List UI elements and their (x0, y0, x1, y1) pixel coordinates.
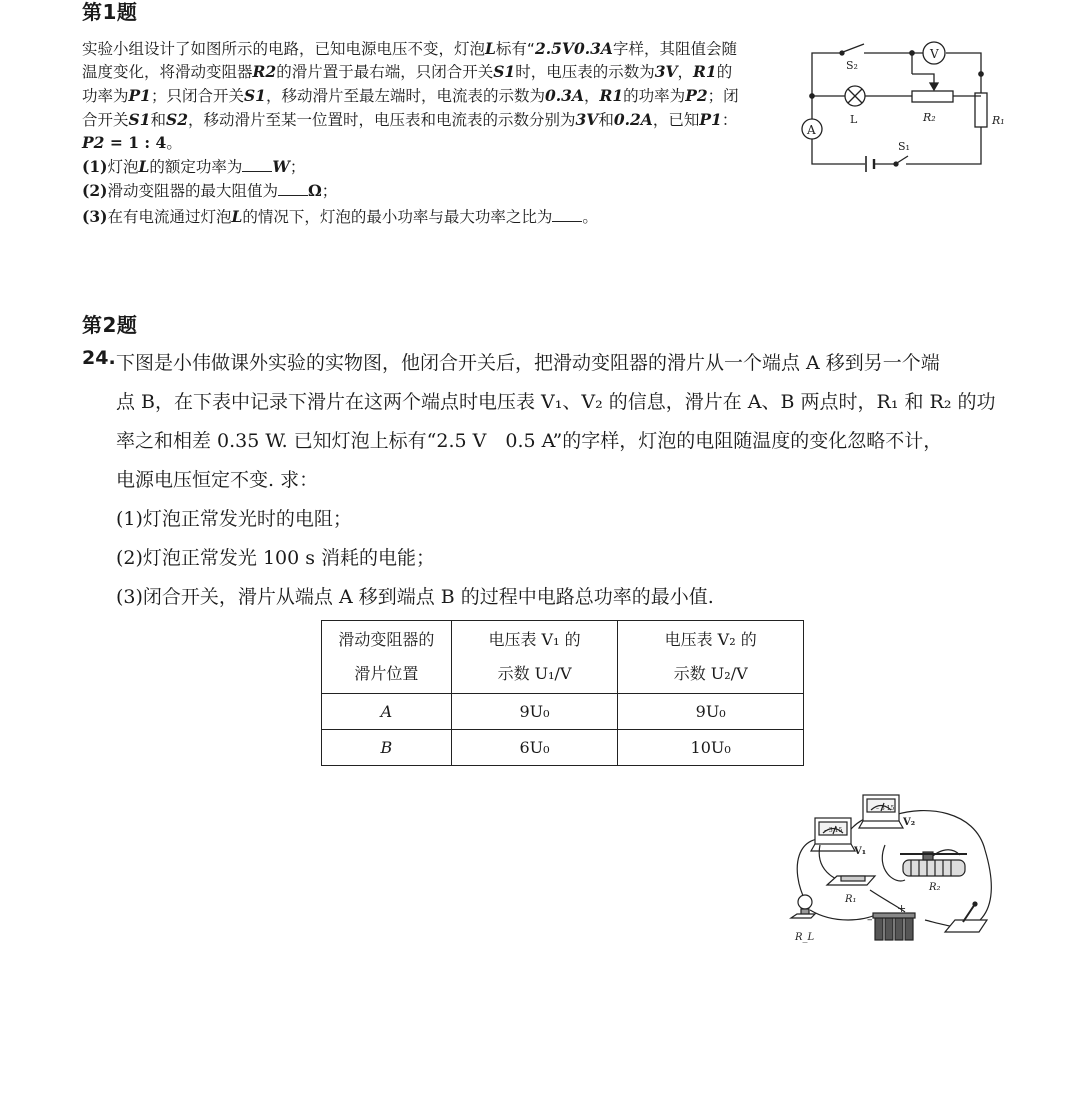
q1-line-3: 功率为P1；只闭合开关S1，移动滑片至最左端时，电流表的示数为0.3A，R1的功率为P2；闭 (82, 86, 739, 105)
switch-s2-label: S₂ (846, 59, 858, 72)
v2-label: V₂ (903, 817, 916, 828)
q2-subquestion-1: (1)灯泡正常发光时的电阻； (116, 508, 352, 530)
r2-label: R₂ (929, 882, 941, 893)
q1-circuit-diagram (798, 38, 1028, 178)
v2-scale-label: – 3 15 (876, 805, 895, 812)
r2-label: R₂ (923, 111, 936, 124)
table-cell: 10U₀ (618, 730, 804, 766)
table-cell: 9U₀ (451, 694, 618, 730)
answer-blank (552, 221, 582, 222)
lamp-rl (791, 895, 815, 918)
battery-pack (873, 913, 915, 940)
battery-minus-label: – (867, 913, 873, 926)
table-row (322, 730, 804, 766)
q2-apparatus-illustration (775, 790, 1005, 950)
switch-s1-label: S₁ (898, 140, 910, 153)
q2-data-table (321, 620, 804, 766)
q1-line-5: P2 = 1 : 4。 (82, 133, 182, 152)
q2-line-4: 电源电压恒定不变. 求： (116, 469, 319, 491)
table-cell: B (322, 730, 452, 766)
v1-scale-label: – 3 15 (824, 827, 843, 834)
q1-subquestion-2: (2)滑动变阻器的最大阻值为 Ω； (82, 181, 338, 200)
table-cell: 6U₀ (451, 730, 618, 766)
q1-subquestion-1: (1)灯泡L的额定功率为 W； (82, 157, 306, 176)
table-header-cell: 滑动变阻器的 滑片位置 (322, 621, 452, 694)
q2-number: 24. (82, 347, 116, 369)
q1-line-2: 温度变化，将滑动变阻器R2的滑片置于最右端，只闭合开关S1时，电压表的示数为3V，R1的 (82, 62, 733, 81)
q1-line-1: 实验小组设计了如图所示的电路，已知电源电压不变，灯泡L标有“2.5V0.3A字样，其阻值会随 (82, 39, 737, 58)
r1-label: R₁ (845, 894, 857, 905)
lamp-label: L (850, 113, 858, 126)
q2-subquestion-2: (2)灯泡正常发光 100 s 消耗的电能； (116, 547, 436, 569)
q2-line-1: 下图是小伟做课外实验的实物图，他闭合开关后，把滑动变阻器的滑片从一个端点 A 移到另一个端 (116, 352, 940, 374)
q1-line-4: 合开关S1和S2，移动滑片至某一位置时，电压表和电流表的示数分别为3V和0.2A，已知P1： (82, 110, 738, 129)
r1-label: R₁ (992, 114, 1005, 127)
q2-heading: 第2题 (82, 313, 138, 337)
table-header-row (322, 621, 804, 694)
table-header-cell: 电压表 V₂ 的 示数 U₂/V (618, 621, 804, 694)
rheostat-r2 (900, 852, 967, 876)
q2-line-3: 率之和相差 0.35 W. 已知灯泡上标有“2.5 V 0.5 A”的字样，灯泡的电阻随温度的变化忽略不计， (116, 430, 943, 452)
answer-blank (278, 195, 308, 196)
table-row (322, 694, 804, 730)
knife-switch (945, 902, 987, 932)
voltmeter-label: V (930, 47, 939, 61)
q1-heading: 第1题 (82, 0, 138, 24)
battery-plus-label: + (897, 902, 907, 915)
q2-subquestion-3: (3)闭合开关，滑片从端点 A 移到端点 B 的过程中电路总功率的最小值. (116, 586, 714, 608)
table-header-cell: 电压表 V₁ 的 示数 U₁/V (451, 621, 618, 694)
table-cell: A (322, 694, 452, 730)
ammeter-label: A (807, 123, 816, 137)
answer-blank (242, 171, 272, 172)
v1-label: V₁ (854, 846, 867, 857)
table-cell: 9U₀ (618, 694, 804, 730)
voltmeter-v1 (811, 818, 855, 851)
q2-line-2: 点 B，在下表中记录下滑片在这两个端点时电压表 V₁、V₂ 的信息，滑片在 A、B 两点时，R₁ 和 R₂ 的功 (116, 391, 996, 413)
q1-subquestion-3: (3)在有电流通过灯泡L的情况下，灯泡的最小功率与最大功率之比为 。 (82, 207, 598, 226)
rl-label: R_L (795, 932, 815, 943)
